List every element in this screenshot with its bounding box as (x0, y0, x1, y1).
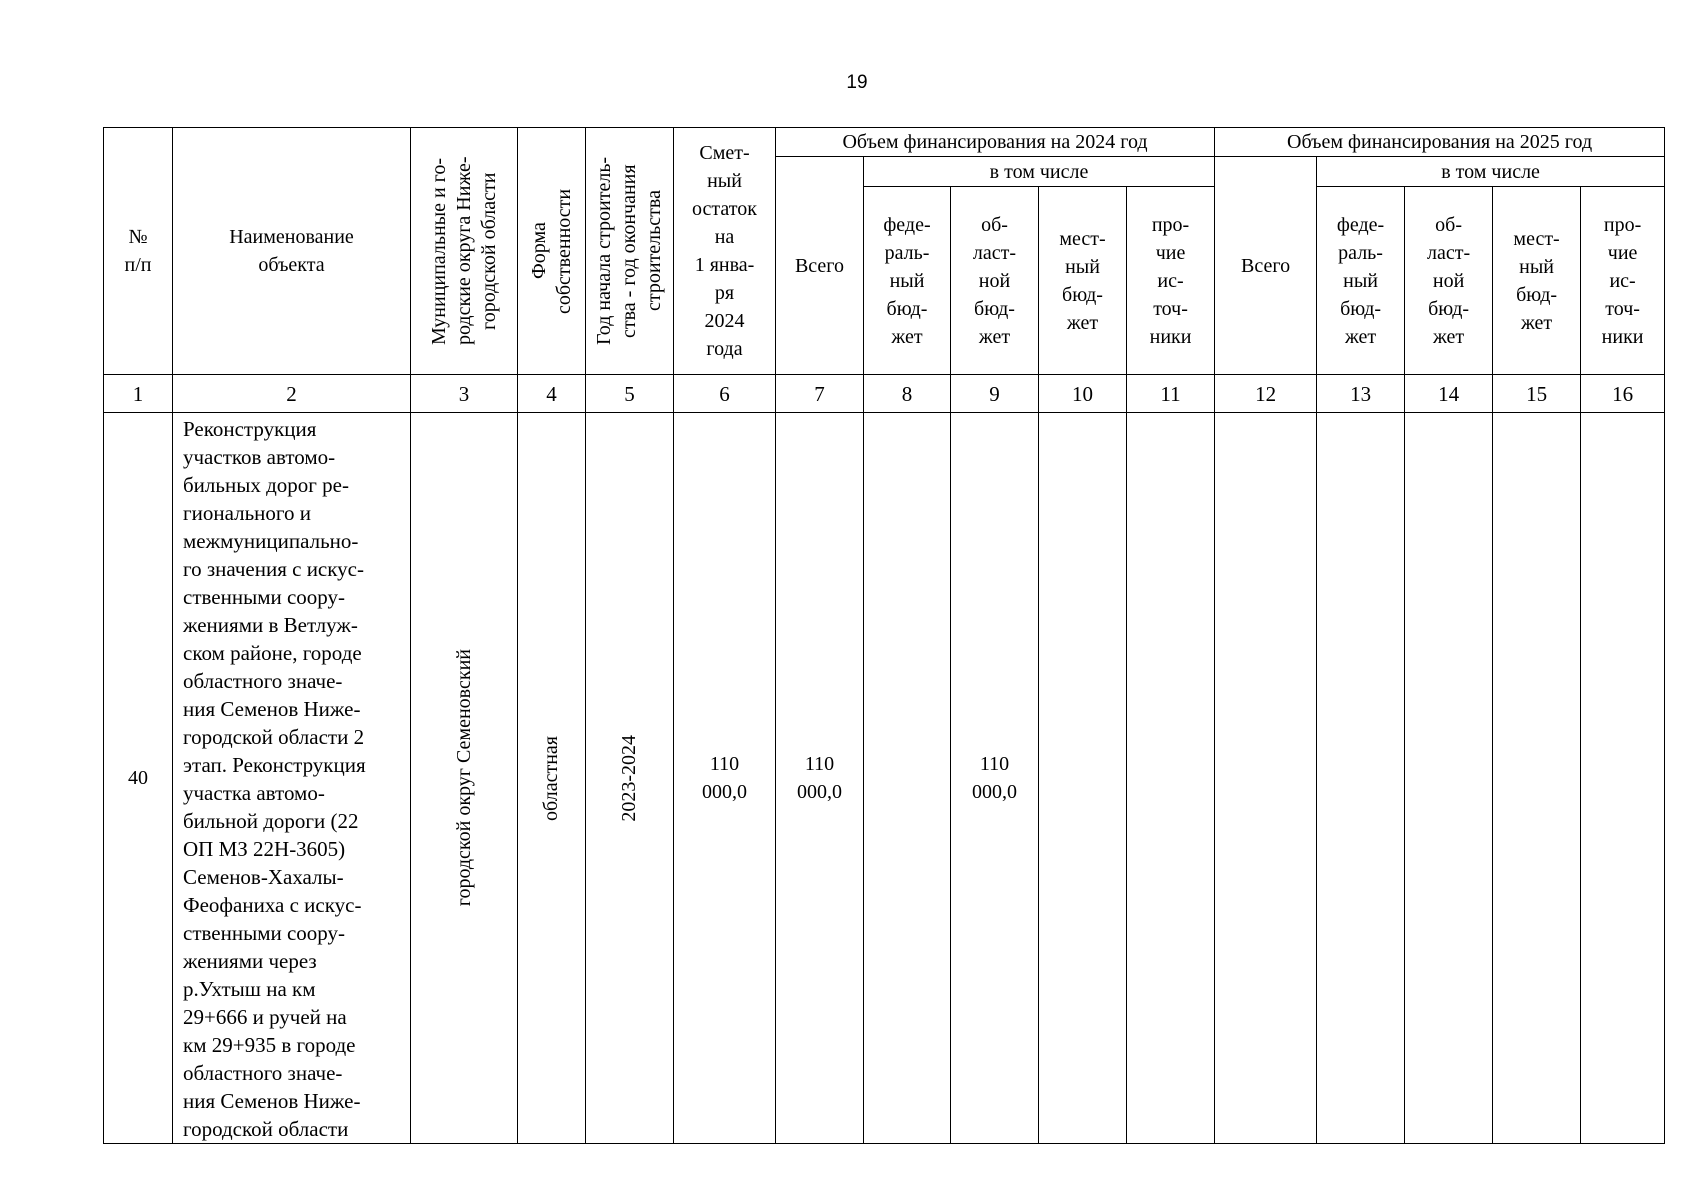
header-total-2025: Всего (1215, 157, 1317, 375)
header-num: № п/п (104, 128, 173, 375)
header-local-2025: мест- ный бюд- жет (1493, 187, 1581, 375)
row-municipal-text: городской округ Семеновский (452, 649, 475, 907)
header-fin2025: Объем финансирования на 2025 год (1215, 128, 1665, 157)
col-num-12: 12 (1215, 375, 1317, 413)
col-num-14: 14 (1405, 375, 1493, 413)
col-num-9: 9 (951, 375, 1039, 413)
header-years (586, 128, 674, 375)
header-local-2024: мест- ный бюд- жет (1039, 187, 1127, 375)
header-regional-2024: об- ласт- ной бюд- жет (951, 187, 1039, 375)
row-object-name: Реконструкция участков автомо- бильных дорог ре- гионального и межмуниципально- го значения с искус- ственными соору- жениями в Ветлуж- ском районе, городе областного значе- ния Семенов Ниже- городской области 2 этап. Реконструкция участка автомо- бильной дороги (22 ОП МЗ 22Н-3605) Семенов-Хахалы- Феофаниха с искус- ственными соору- жениями через р.Ухтыш на км 29+666 и ручей на км 29+935 в городе областного значе- ния Семенов Ниже- городской области (173, 413, 411, 1144)
header-municipal (411, 128, 518, 375)
col-num-7: 7 (776, 375, 864, 413)
header-municipal-text: Муниципальные и го- родские округа Ниже- городской области (427, 156, 500, 346)
row-years-text: 2023-2024 (618, 734, 640, 822)
page-number: 19 (846, 72, 868, 93)
col-num-6: 6 (674, 375, 776, 413)
row-ownership-text: областная (540, 735, 562, 821)
row-local-2024 (1039, 413, 1127, 1144)
col-num-5: 5 (586, 375, 674, 413)
header-fin2024: Объем финансирования на 2024 год (776, 128, 1215, 157)
col-num-16: 16 (1581, 375, 1665, 413)
row-years (586, 413, 674, 1144)
header-ownership (518, 128, 586, 375)
row-num: 40 (104, 413, 173, 1144)
header-total-2024: Всего (776, 157, 864, 375)
col-num-3: 3 (411, 375, 518, 413)
row-total-2024: 110 000,0 (776, 413, 864, 1144)
row-regional-2024: 110 000,0 (951, 413, 1039, 1144)
header-including-2025: в том числе (1317, 157, 1665, 187)
header-other-2025: про- чие ис- точ- ники (1581, 187, 1665, 375)
header-ownership-text: Форма собственности (527, 188, 575, 314)
row-federal-2024 (864, 413, 951, 1144)
col-num-10: 10 (1039, 375, 1127, 413)
header-other-2024: про- чие ис- точ- ники (1127, 187, 1215, 375)
col-num-15: 15 (1493, 375, 1581, 413)
col-num-8: 8 (864, 375, 951, 413)
row-ownership (518, 413, 586, 1144)
row-regional-2025 (1405, 413, 1493, 1144)
row-total-2025 (1215, 413, 1317, 1144)
row-federal-2025 (1317, 413, 1405, 1144)
header-estimate: Смет- ный остаток на 1 янва- ря 2024 года (674, 128, 776, 375)
row-local-2025 (1493, 413, 1581, 1144)
col-num-11: 11 (1127, 375, 1215, 413)
row-estimate: 110 000,0 (674, 413, 776, 1144)
col-num-13: 13 (1317, 375, 1405, 413)
row-other-2024 (1127, 413, 1215, 1144)
header-federal-2025: феде- раль- ный бюд- жет (1317, 187, 1405, 375)
row-other-2025 (1581, 413, 1665, 1144)
header-name: Наименование объекта (173, 128, 411, 375)
col-num-2: 2 (173, 375, 411, 413)
header-federal-2024: феде- раль- ный бюд- жет (864, 187, 951, 375)
header-regional-2025: об- ласт- ной бюд- жет (1405, 187, 1493, 375)
column-number-row (104, 375, 1665, 413)
header-years-text: Год начала строитель- ства - год окончания строительства (593, 156, 665, 346)
financing-table (103, 127, 1665, 1144)
col-num-4: 4 (518, 375, 586, 413)
col-num-1: 1 (104, 375, 173, 413)
table-row (104, 413, 1665, 1144)
header-including-2024: в том числе (864, 157, 1215, 187)
row-municipal (411, 413, 518, 1144)
